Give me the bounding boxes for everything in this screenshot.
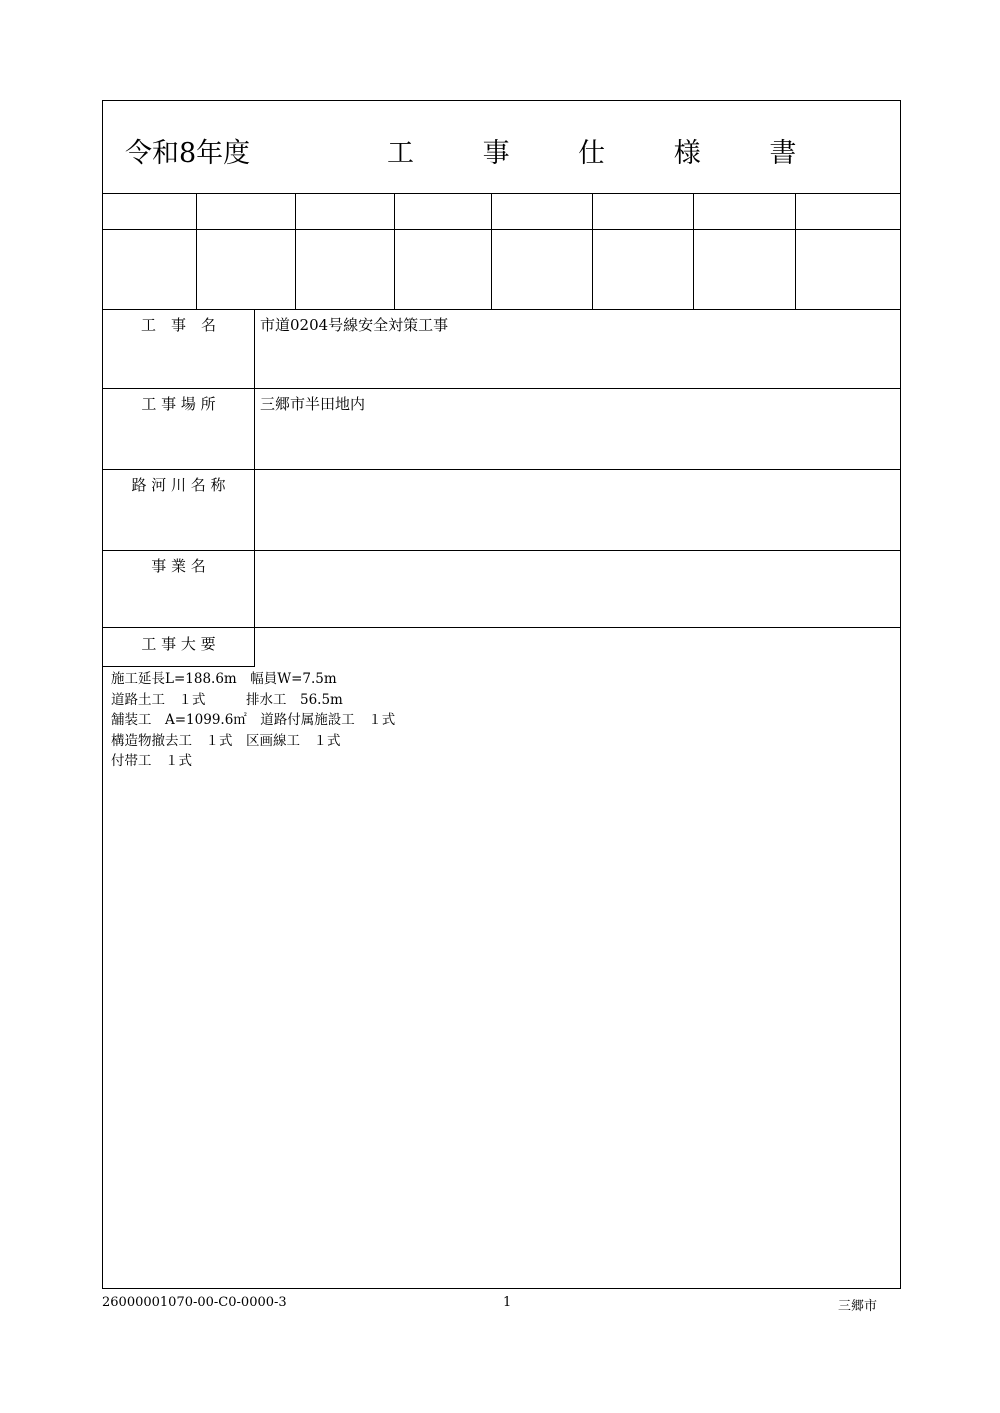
construction-summary-text [111, 669, 395, 772]
summary-line: 付帯工 １式 [111, 753, 192, 769]
road-river-name-label: 路 河 川 名 称 [103, 469, 255, 550]
grid-divider [491, 193, 492, 309]
grid-divider [693, 193, 694, 309]
grid-divider [394, 193, 395, 309]
summary-line: 舗装工 A=1099.6㎡ 道路付属施設工 １式 [111, 712, 396, 728]
footer-page-number: 1 [503, 1295, 512, 1310]
document-title: 工 事 仕 様 書 [387, 138, 827, 169]
project-name-label: 事 業 名 [103, 550, 255, 627]
construction-site-label: 工 事 場 所 [103, 388, 255, 469]
approval-grid-header-row [103, 193, 900, 230]
grid-divider [295, 193, 296, 309]
construction-summary-label: 工 事 大 要 [103, 627, 255, 667]
footer-organization: 三郷市 [838, 1299, 878, 1314]
info-row-road-river-name [103, 469, 900, 551]
footer-document-code: 26000001070-00-C0-0000-3 [102, 1295, 287, 1310]
title-row [103, 101, 900, 194]
spec-sheet-frame [102, 100, 901, 1289]
fiscal-year: 令和8年度 [125, 138, 251, 169]
construction-name-value: 市道0204号線安全対策工事 [260, 316, 449, 334]
info-row-construction-name [103, 309, 900, 389]
summary-line: 道路土工 １式 排水工 56.5m [111, 691, 343, 708]
grid-divider [795, 193, 796, 309]
info-row-construction-site [103, 388, 900, 470]
construction-site-value: 三郷市半田地内 [260, 395, 366, 413]
construction-name-label: 工 事 名 [103, 309, 255, 388]
grid-divider [592, 193, 593, 309]
summary-line: 施工延長L=188.6m 幅員W=7.5m [111, 671, 337, 687]
info-row-project-name [103, 550, 900, 628]
approval-grid-stamp-row [103, 229, 900, 310]
summary-line: 構造物撤去工 １式 区画線工 １式 [111, 732, 341, 749]
grid-divider [196, 193, 197, 309]
